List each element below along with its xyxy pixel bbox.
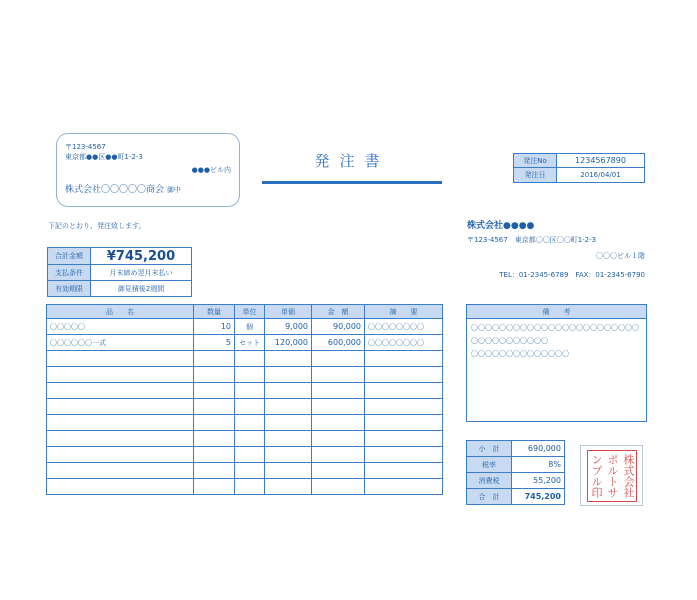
table-row [47,463,443,479]
seal-column [606,454,618,498]
cell-amount: 90,000 [312,319,365,335]
table-row [47,319,443,335]
cell-unit-price [265,383,312,399]
cell-unit [235,351,265,367]
tax-rate-value: 8% [512,457,565,473]
cell-quantity: 5 [194,335,235,351]
cell-item-name [47,399,194,415]
sender-tel-fax: TEL：01-2345-6789 FAX：01-2345-6790 [499,271,645,279]
cell-unit-price [265,415,312,431]
totals-row [467,473,565,489]
header-quantity: 数量 [194,305,235,319]
cell-unit: セット [235,335,265,351]
cell-description: 〇〇〇〇〇〇〇〇 [365,319,443,335]
totals-row [467,489,565,505]
company-seal [580,445,643,506]
cell-description [365,415,443,431]
remarks-header: 備 考 [467,305,647,319]
cell-item-name [47,351,194,367]
table-row [47,415,443,431]
cell-amount: 600,000 [312,335,365,351]
cell-unit-price [265,463,312,479]
subtotal-value: 690,000 [512,441,565,457]
recipient-honorific: 御中 [166,186,181,194]
payment-terms-value: 月末締め翌月末払い [91,265,192,281]
table-row [47,399,443,415]
doc-no-label: 発注No [514,154,557,168]
table-row [47,351,443,367]
cell-quantity [194,367,235,383]
cell-quantity [194,415,235,431]
sender-building: 〇〇〇ビル１階 [596,252,645,260]
cell-description: 〇〇〇〇〇〇〇〇 [365,335,443,351]
items-header-row [47,305,443,319]
cell-description [365,351,443,367]
cell-amount [312,447,365,463]
cell-description [365,447,443,463]
total-amount-value: ¥745,200 [91,248,192,265]
validity-value: 御見積後2週間 [91,281,192,297]
cell-unit [235,383,265,399]
recipient-company [65,185,181,196]
cell-amount [312,383,365,399]
remarks-table [466,304,647,422]
table-row [47,383,443,399]
cell-item-name [47,383,194,399]
table-row [47,447,443,463]
cell-unit-price [265,367,312,383]
cell-amount [312,431,365,447]
cell-item-name [47,415,194,431]
cell-quantity [194,383,235,399]
summary-row [48,248,192,265]
cell-quantity [194,431,235,447]
recipient-address-line1: 東京都●●区●●町1-2-3 [65,153,143,161]
cell-quantity [194,447,235,463]
remarks-line: 〇〇〇〇〇〇〇〇〇〇〇 [471,337,548,345]
doc-date-row [514,168,645,183]
seal-column [622,454,634,498]
doc-date-value: 2016/04/01 [557,168,645,183]
cell-unit [235,463,265,479]
remarks-line: 〇〇〇〇〇〇〇〇〇〇〇〇〇〇〇〇〇〇〇〇〇〇〇〇 [471,324,639,332]
cell-unit-price [265,447,312,463]
summary-row [48,281,192,297]
tax-rate-label: 税率 [467,457,512,473]
cell-item-name: 〇〇〇〇〇 [47,319,194,335]
summary-table [47,247,192,297]
cell-description [365,479,443,495]
cell-unit-price [265,479,312,495]
cell-unit [235,447,265,463]
cell-description [365,383,443,399]
seal-text: 株式会社 [622,454,635,498]
doc-no-row [514,154,645,168]
recipient-postal: 〒123-4567 [65,143,106,151]
table-row [47,335,443,351]
seal-text: ポルトサ [606,454,619,498]
cell-item-name [47,479,194,495]
cell-quantity [194,399,235,415]
seal-text: ンプル印 [590,454,603,498]
cell-unit-price [265,399,312,415]
consumption-tax-label: 消費税 [467,473,512,489]
sender-address: 〒123-4567 東京都〇〇区〇〇町1-2-3 [467,236,597,244]
totals-table [466,440,565,505]
totals-row [467,441,565,457]
items-table [46,304,443,495]
remarks-body-row [467,319,647,422]
cell-quantity [194,463,235,479]
cell-unit-price [265,431,312,447]
remarks-line: 〇〇〇〇〇〇〇〇〇〇〇〇〇〇 [471,350,569,358]
cell-item-name [47,463,194,479]
header-item-name: 品 名 [47,305,194,319]
cell-description [365,463,443,479]
cell-quantity [194,351,235,367]
cell-item-name [47,367,194,383]
cell-description [365,367,443,383]
document-title: 発注書 [314,152,390,170]
table-row [47,479,443,495]
doc-no-value: 1234567890 [557,154,645,168]
table-row [47,367,443,383]
grand-total-label: 合 計 [467,489,512,505]
header-unit: 単位 [235,305,265,319]
consumption-tax-value: 55,200 [512,473,565,489]
remarks-header-row [467,305,647,319]
table-row [47,431,443,447]
header-unit-price: 単価 [265,305,312,319]
cell-amount [312,415,365,431]
summary-label: 支払条件 [48,265,91,281]
cell-unit-price: 9,000 [265,319,312,335]
intro-text: 下記のとおり、発注致します。 [48,222,146,230]
cell-description [365,399,443,415]
header-description: 摘 要 [365,305,443,319]
cell-unit [235,479,265,495]
cell-unit-price [265,351,312,367]
recipient-address-box [56,133,240,207]
cell-unit [235,431,265,447]
cell-quantity: 10 [194,319,235,335]
recipient-address-line2: ●●●ビル内 [191,166,231,174]
cell-item-name: 〇〇〇〇〇〇一式 [47,335,194,351]
seal-stamp-icon [587,450,637,502]
summary-label: 有効期限 [48,281,91,297]
subtotal-label: 小 計 [467,441,512,457]
cell-amount [312,351,365,367]
cell-unit-price: 120,000 [265,335,312,351]
sender-company: 株式会社●●●● [467,221,535,231]
cell-amount [312,479,365,495]
cell-unit: 個 [235,319,265,335]
cell-unit [235,367,265,383]
seal-column [590,454,602,498]
summary-row [48,265,192,281]
cell-item-name [47,447,194,463]
grand-total-value: 745,200 [512,489,565,505]
doc-date-label: 発注日 [514,168,557,183]
doc-info-table [513,153,645,183]
cell-unit [235,415,265,431]
cell-description [365,431,443,447]
cell-item-name [47,431,194,447]
cell-amount [312,399,365,415]
cell-amount [312,463,365,479]
totals-row [467,457,565,473]
recipient-company-name: 株式会社〇〇〇〇〇商会 [65,185,165,195]
title-underline [262,181,442,184]
remarks-body [467,319,647,422]
header-amount: 金 額 [312,305,365,319]
cell-unit [235,399,265,415]
summary-label: 合計金額 [48,248,91,265]
cell-amount [312,367,365,383]
cell-quantity [194,479,235,495]
